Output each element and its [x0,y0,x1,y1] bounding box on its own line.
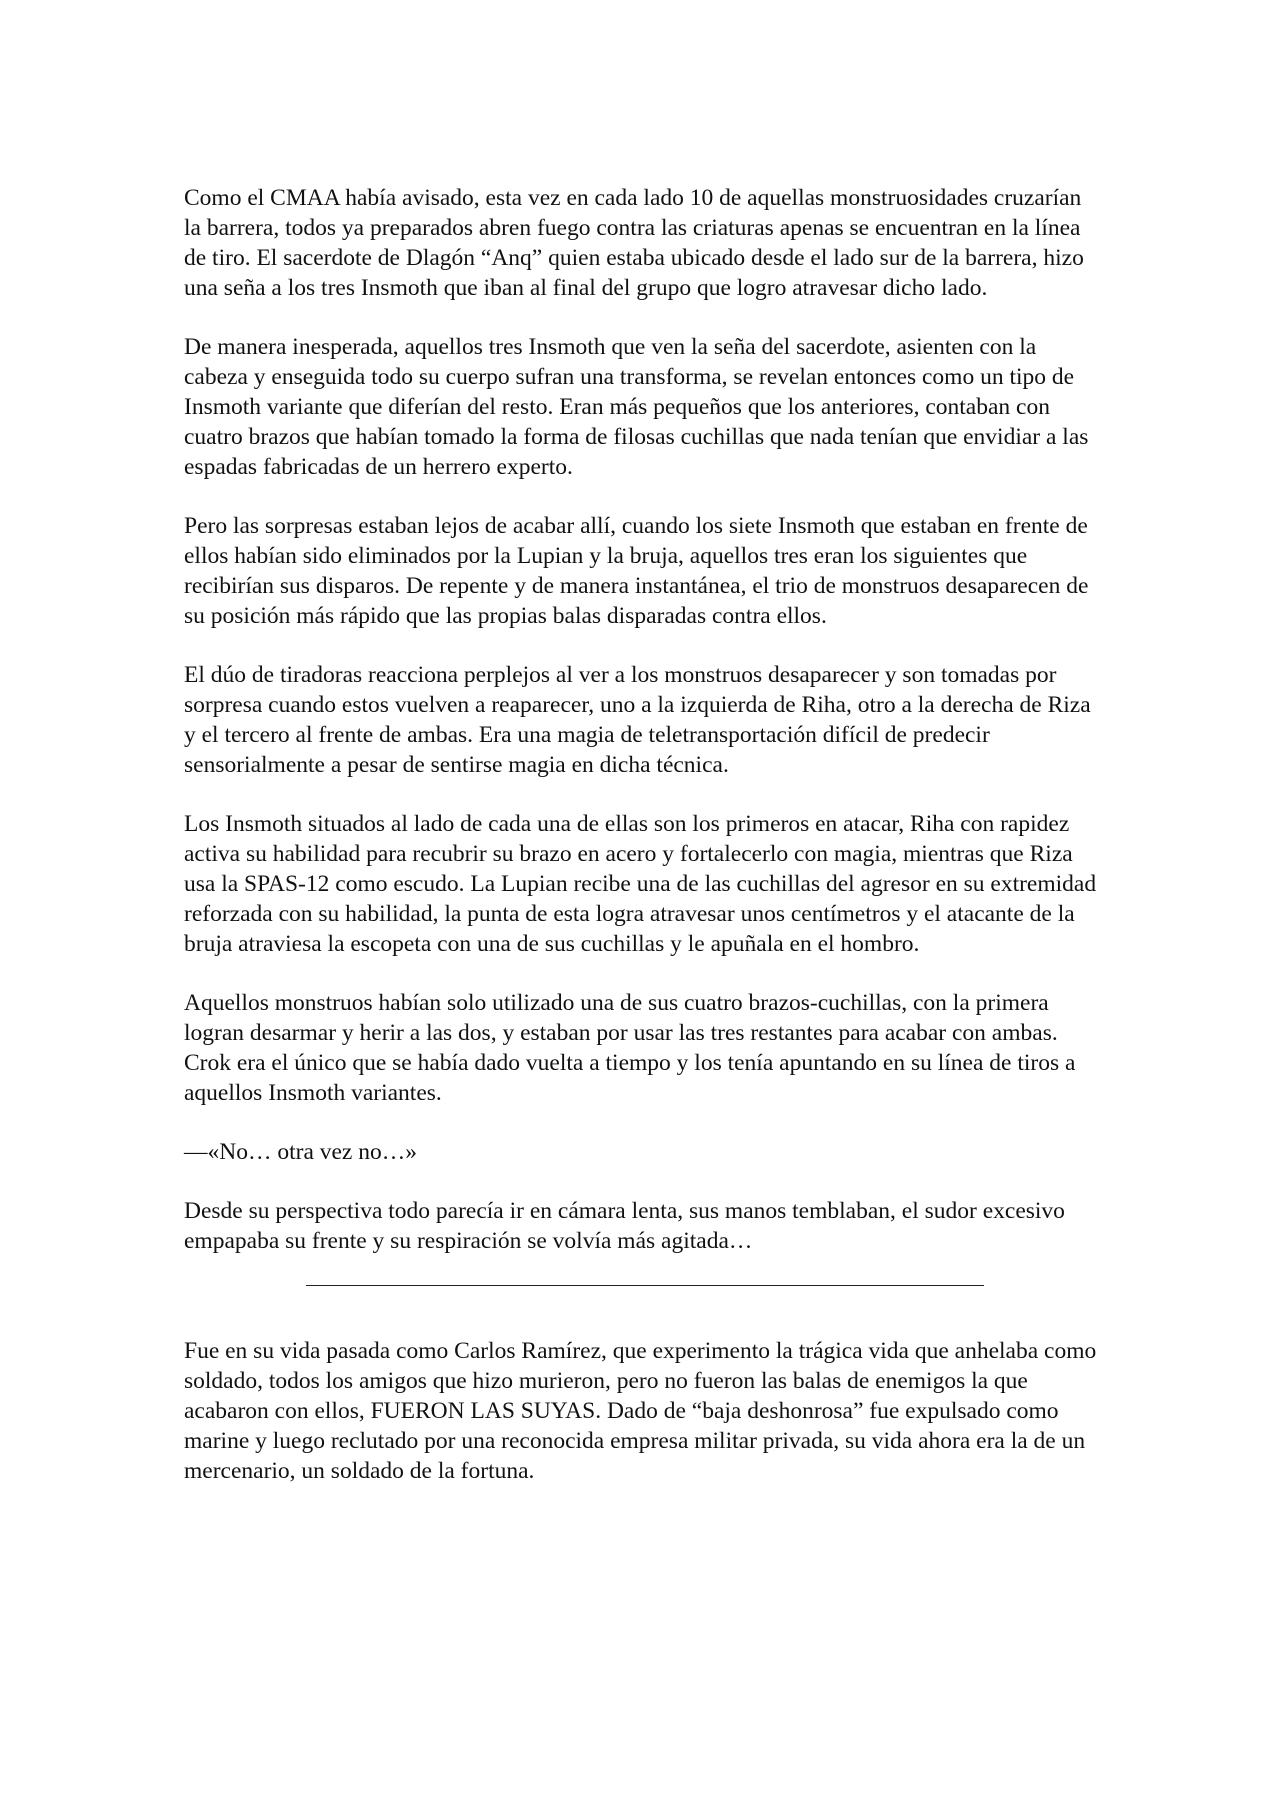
paragraph-dialogue: —«No… otra vez no…» [184,1139,417,1165]
paragraph-cmaa-warning: Como el CMAA había avisado, esta vez en cada lado 10 de aquellas monstruosidades cruzarían la barrera, todos ya preparados abren fuego contra las criaturas apenas se encuentran en la línea de tiro. El sacerdote de Dlagón “Anq” quien estaba ubicado desde el lado sur de la barrera, hizo una seña a los tres Insmoth que iban al final del grupo que logro atravesar dicho lado. [184,185,1084,301]
paragraph-monsters-disappear: Pero las sorpresas estaban lejos de acabar allí, cuando los siete Insmoth que estaban en frente de ellos habían sido eliminados por la Lupian y la bruja, aquellos tres eran los siguientes que recibirían sus disparos. De repente y de manera instantánea, el trio de monstruos desaparecen de su posición más rápido que las propias balas disparadas contra ellos. [184,513,1089,629]
document-body [184,183,1104,1515]
paragraph-past-life: Fue en su vida pasada como Carlos Ramírez, que experimento la trágica vida que anhelaba como soldado, todos los amigos que hizo murieron, pero no fueron las balas de enemigos la que acabaron con ellos, FUERON LAS SUYAS. Dado de “baja deshonrosa” fue expulsado como marine y luego reclutado por una reconocida empresa militar privada, su vida ahora era la de un mercenario, un soldado de la fortuna. [184,1338,1097,1484]
paragraph-attack: Los Insmoth situados al lado de cada una de ellas son los primeros en atacar, Riha con rapidez activa su habilidad para recubrir su brazo en acero y fortalecerlo con magia, mientras que Riza usa la SPAS-12 como escudo. La Lupian recibe una de las cuchillas del agresor en su extremidad reforzada con su habilidad, la punta de esta logra atravesar unos centímetros y el atacante de la bruja atraviesa la escopeta con una de sus cuchillas y le apuñala en el hombro. [184,811,1097,957]
paragraph-teleportation: El dúo de tiradoras reacciona perplejos al ver a los monstruos desaparecer y son tomadas por sorpresa cuando estos vuelven a reaparecer, uno a la izquierda de Riha, otro a la derecha de Riza y el tercero al frente de ambas. Era una magia de teletransportación difícil de predecir sensorialmente a pesar de sentirse magia en dicha técnica. [184,662,1091,778]
paragraph-crok-aims: Aquellos monstruos habían solo utilizado una de sus cuatro brazos-cuchillas, con la primera logran desarmar y herir a las dos, y estaban por usar las tres restantes para acabar con ambas. Crok era el único que se había dado vuelta a tiempo y los tenía apuntando en su línea de tiros a aquellos Insmoth variantes. [184,990,1076,1106]
paragraph-insmoth-transformation: De manera inesperada, aquellos tres Insmoth que ven la seña del sacerdote, asienten con la cabeza y enseguida todo su cuerpo sufran una transforma, se revelan entonces como un tipo de Insmoth variante que diferían del resto. Eran más pequeños que los anteriores, contaban con cuatro brazos que habían tomado la forma de filosas cuchillas que nada tenían que envidiar a las espadas fabricadas de un herrero experto. [184,334,1089,480]
paragraph-slow-motion: Desde su perspectiva todo parecía ir en cámara lenta, sus manos temblaban, el sudor excesivo empapaba su frente y su respiración se volvía más agitada… [184,1198,1065,1254]
section-divider [306,1285,984,1286]
